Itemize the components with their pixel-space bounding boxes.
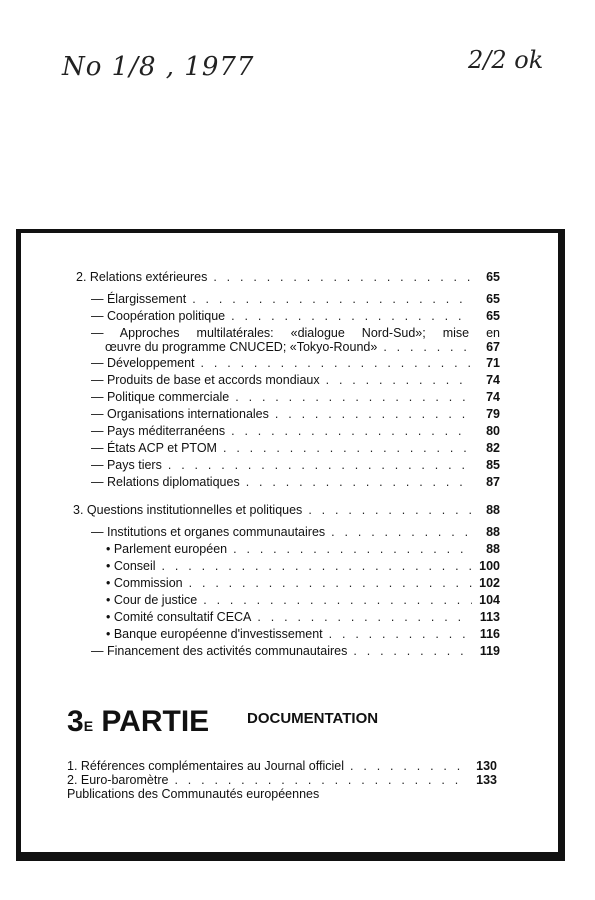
toc-page: 82 <box>486 441 500 455</box>
leader-dots <box>168 458 472 472</box>
leader-dots <box>331 525 472 539</box>
leader-dots <box>308 503 472 517</box>
toc-page: 104 <box>479 593 500 607</box>
toc-item-etats-acp[interactable] <box>91 441 500 455</box>
toc-label: • Parlement européen <box>106 542 228 556</box>
toc-label: • Commission <box>106 576 183 590</box>
toc-page: 133 <box>476 773 497 787</box>
toc-item-banque[interactable] <box>106 627 500 641</box>
toc-page: 71 <box>486 356 500 370</box>
toc-page: 102 <box>479 576 500 590</box>
leader-dots <box>257 610 472 624</box>
toc-label: • Cour de justice <box>106 593 198 607</box>
toc-item-politique-commerciale[interactable] <box>91 390 500 404</box>
part-superscript: E <box>83 718 94 734</box>
leader-dots <box>246 475 472 489</box>
handwritten-note: 2/2 ok <box>468 46 544 74</box>
toc-page: 80 <box>486 424 500 438</box>
leader-dots <box>353 644 472 658</box>
toc-page: 116 <box>479 627 500 641</box>
leader-dots <box>201 356 472 370</box>
part-heading <box>67 706 209 738</box>
toc-label: • Comité consultatif CECA <box>106 610 252 624</box>
toc-item-approches-line1[interactable]: — Approches multilatérales: «dialogue Nord-Sud»; mise en <box>91 326 500 340</box>
toc-page: 113 <box>479 610 500 624</box>
leader-dots <box>235 390 472 404</box>
toc-page: 88 <box>486 542 500 556</box>
toc-label: œuvre du programme CNUCED; «Tokyo-Round» <box>105 340 378 354</box>
leader-dots <box>275 407 472 421</box>
toc-label: — États ACP et PTOM <box>91 441 217 455</box>
toc-item-comite-ceca[interactable] <box>106 610 500 624</box>
toc-item-approches[interactable] <box>105 340 500 354</box>
toc-page: 130 <box>476 759 497 773</box>
toc-item-pays-tiers[interactable] <box>91 458 500 472</box>
toc-item-financement[interactable] <box>91 644 500 658</box>
handwritten-reference: No 1/8 , 1977 <box>62 52 255 82</box>
part-number: 3 <box>67 705 84 738</box>
toc-item-publications[interactable]: Publications des Communautés européennes <box>67 787 320 801</box>
toc-page: 79 <box>486 407 500 421</box>
toc-item-elargissement[interactable] <box>91 292 500 306</box>
toc-label: 1. Références complémentaires au Journal officiel <box>67 759 344 773</box>
toc-item-organisations[interactable] <box>91 407 500 421</box>
toc-item-cour-de-justice[interactable] <box>106 593 500 607</box>
toc-label: — Financement des activités communautaires <box>91 644 348 658</box>
toc-label: 2. Relations extérieures <box>76 270 208 284</box>
toc-label: — Pays tiers <box>91 458 162 472</box>
toc-label: — Politique commerciale <box>91 390 230 404</box>
toc-item-produits[interactable] <box>91 373 500 387</box>
leader-dots <box>174 773 469 787</box>
toc-label: — Développement <box>91 356 195 370</box>
toc-page: 65 <box>486 270 500 284</box>
leader-dots <box>223 441 472 455</box>
toc-page: 88 <box>486 525 500 539</box>
toc-label: 2. Euro-baromètre <box>67 773 169 787</box>
leader-dots <box>350 759 469 773</box>
toc-section-3[interactable] <box>73 503 500 517</box>
leader-dots <box>231 424 472 438</box>
leader-dots <box>231 309 472 323</box>
toc-page: 100 <box>479 559 500 573</box>
toc-label: — Élargissement <box>91 292 187 306</box>
leader-dots <box>162 559 472 573</box>
toc-label: — Relations diplomatiques <box>91 475 240 489</box>
toc-page: 67 <box>486 340 500 354</box>
toc-page: 88 <box>486 503 500 517</box>
toc-item-cooperation[interactable] <box>91 309 500 323</box>
leader-dots <box>213 270 472 284</box>
toc-item-commission[interactable] <box>106 576 500 590</box>
toc-label: • Banque européenne d'investissement <box>106 627 323 641</box>
toc-label: — Pays méditerranéens <box>91 424 226 438</box>
toc-page: 65 <box>486 292 500 306</box>
toc-label: • Conseil <box>106 559 156 573</box>
part-word: PARTIE <box>101 705 210 738</box>
toc-item-developpement[interactable] <box>91 356 500 370</box>
part-subtitle: DOCUMENTATION <box>247 710 379 727</box>
toc-page: 65 <box>486 309 500 323</box>
toc-item-pays-mediterraneens[interactable] <box>91 424 500 438</box>
toc-item-conseil[interactable] <box>106 559 500 573</box>
leader-dots <box>326 373 472 387</box>
toc-label: 3. Questions institutionnelles et politiques <box>73 503 303 517</box>
leader-dots <box>203 593 472 607</box>
toc-item-references-jo[interactable] <box>67 759 497 773</box>
toc-item-institutions[interactable] <box>91 525 500 539</box>
leader-dots <box>192 292 472 306</box>
toc-label: — Institutions et organes communautaires <box>91 525 326 539</box>
leader-dots <box>233 542 472 556</box>
toc-item-parlement[interactable] <box>106 542 500 556</box>
toc-page: 87 <box>486 475 500 489</box>
leader-dots <box>383 340 472 354</box>
leader-dots <box>329 627 472 641</box>
toc-label: — Coopération politique <box>91 309 226 323</box>
toc-page: 74 <box>486 390 500 404</box>
toc-page: 74 <box>486 373 500 387</box>
toc-item-relations-diplomatiques[interactable] <box>91 475 500 489</box>
toc-label: — Organisations internationales <box>91 407 269 421</box>
leader-dots <box>189 576 472 590</box>
toc-page: 119 <box>479 644 500 658</box>
toc-item-euro-barometre[interactable] <box>67 773 497 787</box>
toc-label: — Produits de base et accords mondiaux <box>91 373 320 387</box>
toc-section-2[interactable] <box>76 270 500 284</box>
toc-page: 85 <box>486 458 500 472</box>
